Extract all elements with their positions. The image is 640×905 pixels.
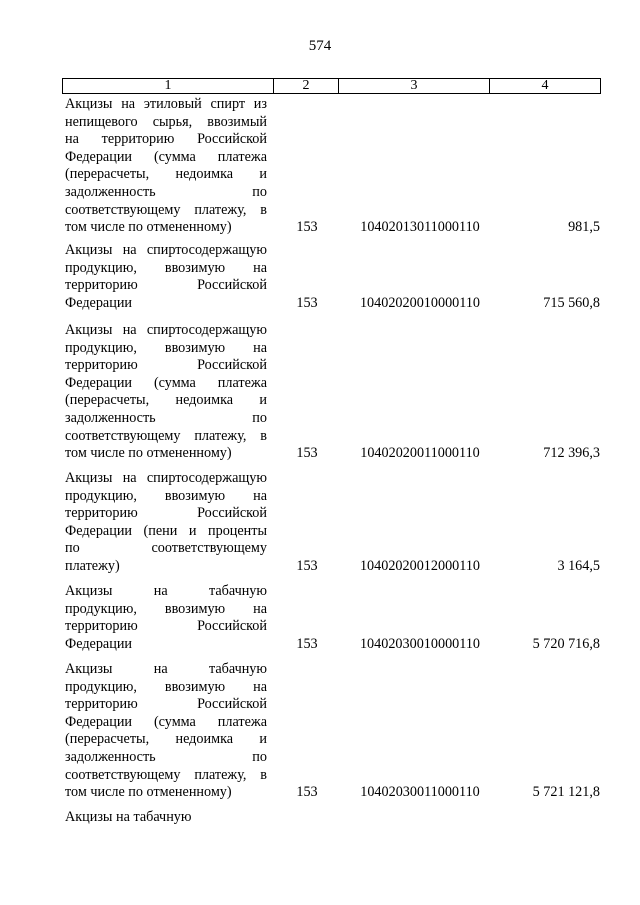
description-line: продукцию, ввозимую на [65, 678, 267, 695]
description-line: территорию Российской [65, 277, 267, 294]
description-line: (перерасчеты, недоимка и [65, 392, 267, 409]
row-admin-code: 153 [296, 635, 318, 652]
description-line: том числе по отмененному) [65, 445, 232, 462]
row-amount: 5 720 716,8 [532, 635, 600, 652]
description-line: продукцию, ввозимую на [65, 339, 267, 356]
description-line: платежу) [65, 557, 120, 574]
description-line: соответствующему платежу, в [65, 766, 267, 783]
table-row [62, 470, 600, 576]
column-header-table [62, 78, 601, 94]
description-line: Федерации (сумма платежа [65, 713, 267, 730]
description-line: Федерации (пени и проценты [65, 522, 267, 539]
description-line: соответствующему платежу, в [65, 427, 267, 444]
description-line: Акцизы на спиртосодержащую [65, 470, 267, 486]
description-line: том числе по отмененному) [65, 784, 232, 801]
row-description [65, 470, 267, 576]
row-budget-code: 10402030010000110 [359, 635, 481, 652]
row-admin-code: 153 [296, 219, 318, 236]
description-line: (перерасчеты, недоимка и [65, 731, 267, 748]
description-line: продукцию, ввозимую на [65, 600, 267, 617]
description-line: (перерасчеты, недоимка и [65, 166, 267, 183]
table-row [62, 661, 600, 802]
description-line: том числе по отмененному) [65, 219, 232, 236]
column-header-3: 3 [339, 79, 490, 94]
description-line: Акцизы на табачную [65, 809, 192, 825]
row-description [65, 242, 267, 312]
row-admin-code: 153 [296, 784, 318, 801]
row-admin-code: 153 [296, 445, 318, 462]
description-line: задолженность по [65, 409, 267, 426]
description-line: Федерации [65, 294, 133, 311]
description-line: продукцию, ввозимую на [65, 487, 267, 504]
description-line: по соответствующему [65, 540, 267, 557]
description-line: территорию Российской [65, 696, 267, 713]
row-description [65, 661, 267, 802]
description-line: Акцизы на этиловый спирт из [65, 96, 267, 112]
row-amount: 981,5 [568, 219, 600, 236]
description-line: продукцию, ввозимую на [65, 259, 267, 276]
row-amount: 5 721 121,8 [532, 784, 600, 801]
row-description [65, 322, 267, 463]
row-budget-code: 10402020011000110 [360, 445, 480, 462]
row-amount: 3 164,5 [557, 558, 600, 574]
description-line: непищевого сырья, ввозимый [65, 113, 267, 130]
table-row [62, 322, 600, 463]
row-description [65, 583, 267, 653]
description-line: Федерации (сумма платежа [65, 374, 267, 391]
column-header-1: 1 [63, 79, 274, 94]
row-amount: 715 560,8 [543, 294, 600, 311]
table-row [62, 242, 600, 312]
description-line: Федерации (сумма платежа [65, 148, 267, 165]
row-budget-code: 10402013011000110 [360, 219, 480, 236]
row-amount: 712 396,3 [543, 445, 600, 462]
description-line: задолженность по [65, 748, 267, 765]
table-row [62, 809, 600, 827]
description-line: соответствующему платежу, в [65, 201, 267, 218]
table-row [62, 583, 600, 653]
table-row [62, 96, 600, 237]
description-line: на территорию Российской [65, 131, 267, 148]
description-line: территорию Российской [65, 357, 267, 374]
row-description [65, 96, 267, 237]
row-budget-code: 10402030011000110 [360, 784, 480, 801]
column-header-row [63, 79, 601, 94]
description-line: территорию Российской [65, 618, 267, 635]
description-line: Акцизы на спиртосодержащую [65, 322, 267, 338]
column-header-2: 2 [274, 79, 339, 94]
row-description [65, 809, 267, 827]
page-number: 574 [308, 38, 332, 54]
row-budget-code: 10402020010000110 [359, 294, 481, 311]
description-line: Акцизы на спиртосодержащую [65, 242, 267, 258]
column-header-4: 4 [490, 79, 601, 94]
description-line: Акцизы на табачную [65, 583, 267, 599]
row-admin-code: 153 [296, 558, 318, 574]
row-admin-code: 153 [296, 294, 318, 311]
description-line: задолженность по [65, 183, 267, 200]
row-budget-code: 10402020012000110 [359, 558, 481, 574]
description-line: Акцизы на табачную [65, 661, 267, 677]
description-line: территорию Российской [65, 505, 267, 522]
description-line: Федерации [65, 635, 133, 652]
